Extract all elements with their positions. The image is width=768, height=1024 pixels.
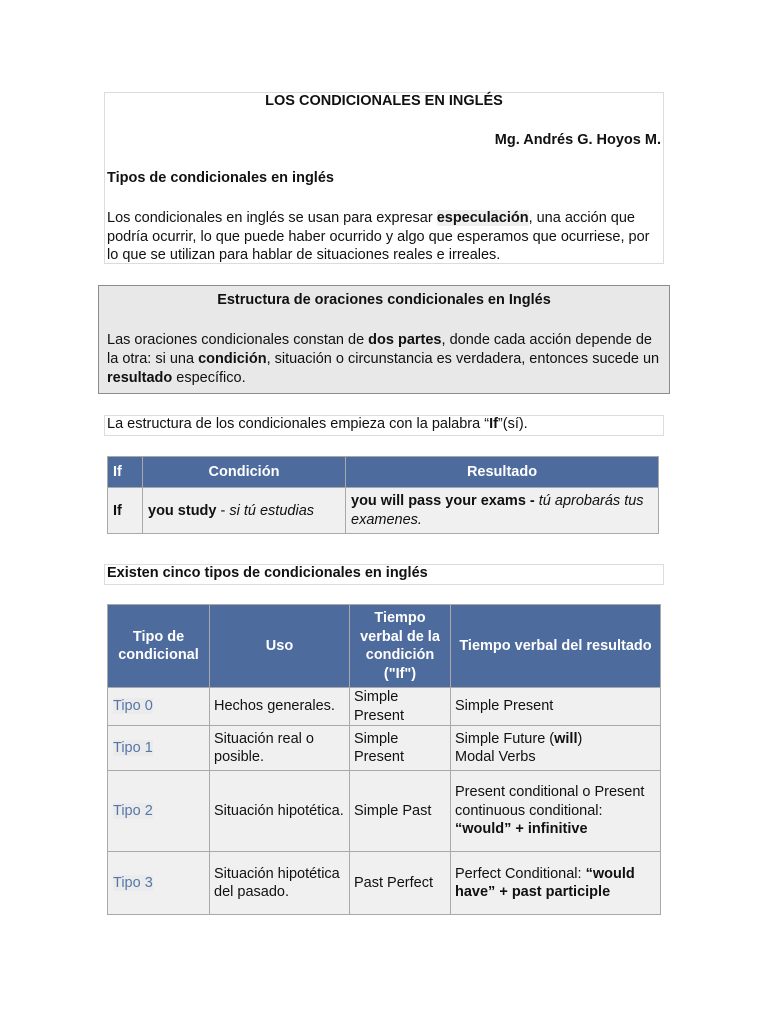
- author-name: Mg. Andrés G. Hoyos M.: [494, 132, 661, 148]
- header-resultado: Resultado: [346, 457, 659, 488]
- header-cond-tense: Tiempo verbal de la condición ("If"): [350, 605, 451, 688]
- if-line-text-2: ”(sí).: [497, 416, 528, 432]
- res-text: Simple Future (: [455, 730, 555, 747]
- header-if: If: [108, 457, 143, 488]
- cond-sep: -: [216, 502, 230, 519]
- structure-bold-2: condición: [198, 351, 267, 367]
- cond-cell: Simple Present: [350, 688, 451, 726]
- structure-text-3: , situación o circunstancia es verdadera, entonces sucede un: [266, 351, 660, 367]
- res-text-2: ): [577, 730, 583, 747]
- header-uso: Uso: [210, 605, 350, 688]
- header-res-tense: Tiempo verbal del resultado: [451, 605, 661, 688]
- cond-cell: Simple Past: [350, 771, 451, 852]
- res-cell: [451, 852, 661, 915]
- tipo-link[interactable]: Tipo 3: [113, 874, 153, 891]
- structure-paragraph: [107, 331, 662, 388]
- cond-bold: you study: [148, 502, 217, 519]
- if-line-bold: If: [489, 416, 498, 432]
- table-row: [108, 852, 661, 915]
- cond-cell: Past Perfect: [350, 852, 451, 915]
- res-bold: “would” + infinitive: [455, 821, 588, 838]
- table-header-row: [108, 457, 659, 488]
- if-structure-table: [107, 456, 659, 534]
- table-header-row: [108, 605, 661, 688]
- intro-highlight: especulación: [436, 210, 529, 226]
- res-text: Present conditional o Present continuous conditional:: [455, 784, 645, 819]
- header-tipo: Tipo de condicional: [108, 605, 210, 688]
- structure-text-2: , donde cada acción depende de la otra: si una: [107, 332, 652, 367]
- res-bold: will: [554, 730, 578, 747]
- structure-bold-1: dos partes: [368, 332, 442, 348]
- cond-italic: si tú estudias: [229, 502, 315, 519]
- tipo-cell[interactable]: [108, 771, 210, 852]
- table-row: [108, 771, 661, 852]
- res-cell: [451, 771, 661, 852]
- tipo-cell[interactable]: [108, 726, 210, 771]
- table-row: [108, 688, 661, 726]
- cell-condicion: [143, 488, 346, 534]
- five-types-heading: Existen cinco tipos de condicionales en inglés: [107, 565, 428, 581]
- tipo-cell[interactable]: [108, 852, 210, 915]
- intro-paragraph: [107, 209, 663, 265]
- if-line-text-1: La estructura de los condicionales empieza con la palabra “: [107, 416, 490, 432]
- header-condicion: Condición: [143, 457, 346, 488]
- table-row: [108, 488, 659, 534]
- structure-title: Estructura de oraciones condicionales en Inglés: [217, 292, 551, 308]
- uso-cell: Hechos generales.: [210, 688, 350, 726]
- cell-resultado: [346, 488, 659, 534]
- intro-text-2: , una acción que podría ocurrir, lo que puede haber ocurrido y algo que esperamos que ocurriese, por lo que se utilizan para hablar de situaciones reales e irreales.: [107, 210, 650, 263]
- section-subtitle: Tipos de condicionales en inglés: [107, 170, 334, 186]
- uso-cell: Situación hipotética del pasado.: [210, 852, 350, 915]
- tipo-cell[interactable]: [108, 688, 210, 726]
- cond-cell: Simple Present: [350, 726, 451, 771]
- res-text-3: Modal Verbs: [455, 749, 536, 765]
- uso-cell: Situación real o posible.: [210, 726, 350, 771]
- res-italic: tú aprobarás tus examenes.: [351, 492, 644, 528]
- structure-text-1: Las oraciones condicionales constan de: [107, 332, 369, 348]
- conditional-types-table: [107, 604, 661, 915]
- structure-text-4: específico.: [172, 370, 246, 386]
- res-cell: [451, 726, 661, 771]
- cell-if: If: [108, 488, 143, 534]
- res-bold: “would have” + past participle: [455, 865, 635, 900]
- structure-bold-3: resultado: [107, 370, 173, 386]
- intro-text-1: Los condicionales en inglés se usan para expresar: [107, 210, 437, 226]
- document-title: LOS CONDICIONALES EN INGLÉS: [265, 93, 503, 109]
- res-bold: you will pass your exams -: [351, 492, 539, 509]
- tipo-link[interactable]: Tipo 0: [113, 698, 153, 715]
- tipo-link[interactable]: Tipo 1: [113, 739, 153, 756]
- uso-cell: Situación hipotética.: [210, 771, 350, 852]
- res-cell: Simple Present: [451, 688, 661, 726]
- table-row: [108, 726, 661, 771]
- res-text: Perfect Conditional:: [455, 865, 586, 882]
- if-line: [107, 416, 528, 432]
- tipo-link[interactable]: Tipo 2: [113, 802, 153, 819]
